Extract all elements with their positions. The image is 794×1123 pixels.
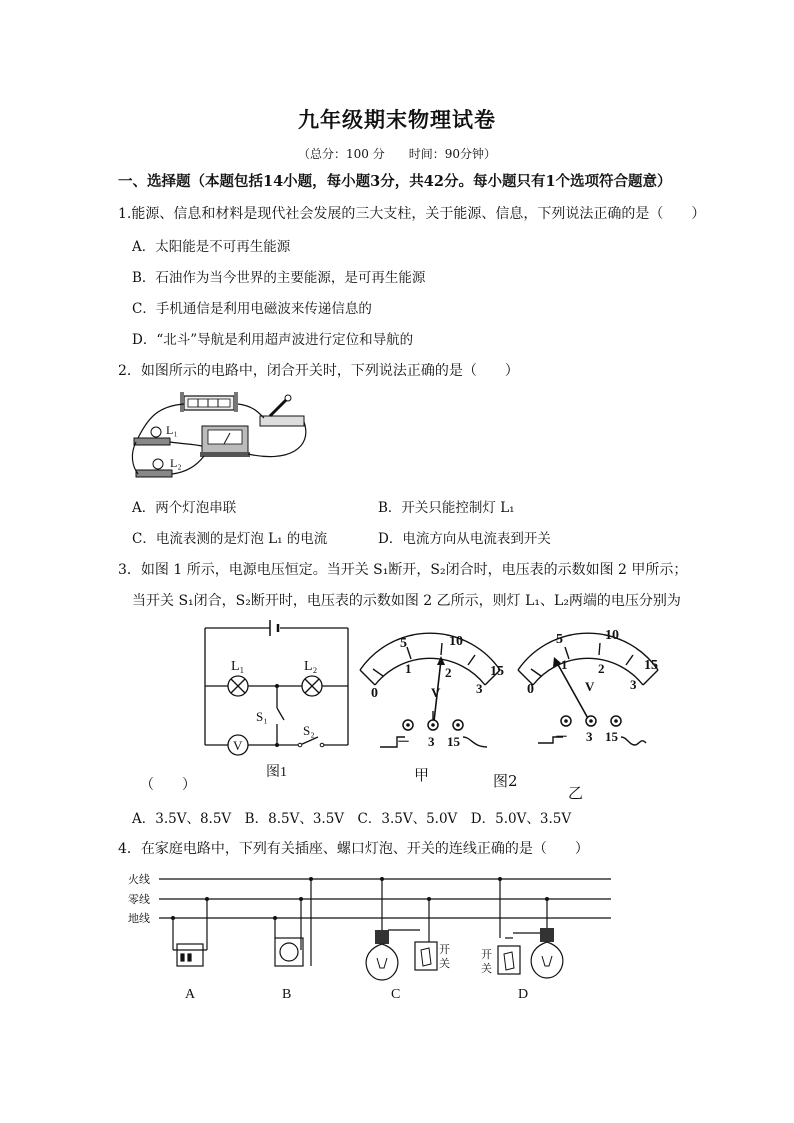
q2-option-d: D．电流方向从电流表到开关 [378,531,551,547]
jia-scale-5: 5 [400,636,407,651]
jia-scale-3: 3 [476,681,483,696]
switch-c-label-1: 开 [439,944,450,956]
yi-scale-15: 15 [644,658,658,673]
yi-terminal-3: 3 [586,729,593,744]
q3-fig2-jia-caption: 甲 [414,766,430,784]
q3-fig1-l1: L₁ [231,659,245,674]
jia-terminal-3: 3 [428,734,435,749]
jia-scale-0: 0 [371,686,378,701]
q3-fig1-s2: S₂ [303,723,315,738]
q4-label-d: D [518,987,529,1002]
q2-option-c: C．电流表测的是灯泡 L₁ 的电流 [132,531,328,547]
q3-fig1-l2: L₂ [304,659,318,674]
q1-option-a: A．太阳能是不可再生能源 [132,239,291,255]
bulb-d-icon [531,928,563,978]
q3-voltmeter-yi [513,625,673,760]
yi-scale-10: 10 [605,628,619,643]
jia-scale-15: 15 [490,664,504,679]
yi-scale-5: 5 [556,632,563,647]
switch-c-label-2: 关 [439,958,450,970]
q1-stem: 1.能源、信息和材料是现代社会发展的三大支柱，关于能源、信息，下列说法正确的是（ ） [118,206,706,222]
battery-icon [180,392,238,412]
q3-fig1-voltmeter: V [233,738,243,753]
q4-label-b: B [282,987,292,1002]
ammeter-icon [200,426,250,457]
yi-scale-0: 0 [527,682,534,697]
switch-icon [260,395,304,426]
q2-stem: 2．如图所示的电路中，闭合开关时，下列说法正确的是（ ） [118,363,519,379]
q3-answer-blank: （ ） [140,777,196,793]
switch-d-label-1: 开 [481,949,492,961]
q3-fig1-s1: S₁ [256,709,268,724]
q3-fig2-caption: 图2 [493,772,518,790]
wire-neutral-label: 零线 [128,894,150,906]
jia-terminal-15: 15 [447,734,460,749]
q2-option-a: A．两个灯泡串联 [132,500,237,516]
q3-stem-line2: 当开关 S₁闭合，S₂断开时，电压表的示数如图 2 乙所示，则灯 L₁、L₂两端的电压分别为 [132,593,681,609]
jia-terminal-minus: － [397,734,411,749]
q4-stem: 4．在家庭电路中，下列有关插座、螺口灯泡、开关的连线正确的是（ ） [118,841,589,857]
yi-terminal-15: 15 [605,729,618,744]
yi-scale-1: 1 [561,657,568,672]
yi-unit: V [585,679,595,694]
q2-fig-l1-label: L₁ [166,423,178,437]
jia-scale-10: 10 [449,634,463,649]
page-title: 九年级期末物理试卷 [298,107,496,132]
q3-options: A．3.5V、8.5V B．8.5V、3.5V C．3.5V、5.0V D．5.0V、3.5V [132,811,572,827]
jia-scale-2: 2 [445,665,452,680]
bulb-c-icon [366,930,398,980]
q2-fig-l2-label: L₂ [170,456,182,470]
q4-label-a: A [185,987,196,1002]
jia-unit: V [431,685,441,700]
switch-d-label-2: 关 [481,963,492,975]
q1-option-c: C．手机通信是利用电磁波来传递信息的 [132,301,372,317]
lamp-l2-icon [136,459,172,477]
q3-voltmeter-jia [355,625,515,760]
yi-terminal-minus: － [555,729,569,744]
q3-stem-line1: 3．如图 1 所示，电源电压恒定。当开关 S₁断开，S₂闭合时，电压表的示数如图 2 甲所示； [118,562,688,578]
exam-info: （总分：100 分 时间：90分钟） [298,147,496,161]
wire-live-label: 火线 [128,874,150,886]
q1-option-d: D．“北斗”导航是利用超声波进行定位和导航的 [132,332,414,348]
q4-label-c: C [391,987,401,1002]
q3-figure-1-circuit [200,620,360,780]
wire-ground-label: 地线 [128,913,150,925]
section-heading: 一、选择题（本题包括14小题，每小题3分，共42分。每小题只有1个选项符合题意） [118,173,672,190]
yi-scale-3: 3 [630,677,637,692]
jia-scale-1: 1 [405,661,412,676]
q1-option-b: B．石油作为当今世界的主要能源，是可再生能源 [132,270,426,286]
q3-fig2-yi-caption: 乙 [568,784,584,802]
yi-scale-2: 2 [598,661,605,676]
q2-option-b: B．开关只能控制灯 L₁ [378,500,515,516]
q3-fig1-caption: 图1 [266,765,287,780]
q4-household-circuit-figure [125,868,615,1003]
q2-circuit-figure [128,388,318,483]
